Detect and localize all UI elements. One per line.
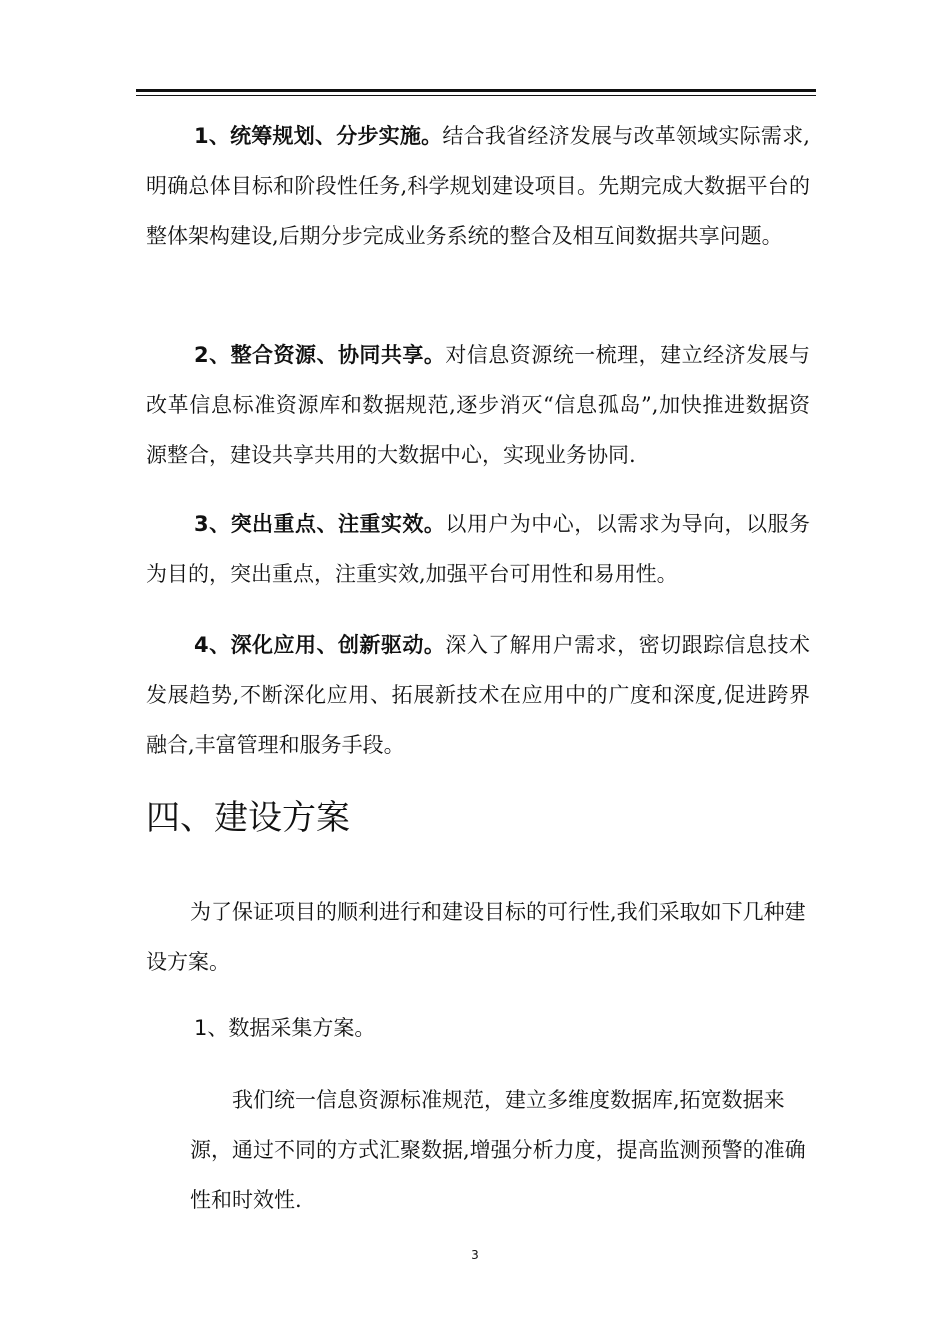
principle-paragraph-1 (146, 111, 810, 261)
principle-lead-2: 2、整合资源、协同共享。 (194, 343, 446, 367)
principle-body-1: 结合我省经济发展与改革领域实际需求,明确总体目标和阶段性任务,科学规划建设项目。先期完成大数据平台的整体架构建设,后期分步完成业务系统的整合及相互间数据共享问题。 (146, 124, 810, 248)
section-heading: 四、建设方案 (146, 798, 350, 838)
section-intro: 为了保证项目的顺利进行和建设目标的可行性,我们采取如下几种建设方案。 (146, 900, 806, 974)
principle-body-2: 对信息资源统一梳理，建立经济发展与改革信息标准资源库和数据规范,逐步消灭“信息孤岛”,加快推进数据资源整合，建设共享共用的大数据中心，实现业务协同. (146, 343, 810, 467)
principle-body-3: 以用户为中心，以需求为导向，以服务为目的，突出重点，注重实效,加强平台可用性和易用性。 (146, 512, 810, 586)
principle-paragraph-3 (146, 499, 810, 599)
principle-paragraph-2 (146, 330, 810, 480)
header-rule-secondary (136, 95, 816, 96)
principle-lead-1: 1、统筹规划、分步实施。 (194, 124, 443, 148)
principle-lead-3: 3、突出重点、注重实效。 (194, 512, 446, 536)
principle-paragraph-4 (146, 620, 810, 770)
principle-lead-4: 4、深化应用、创新驱动。 (194, 633, 446, 657)
page-number: 3 (471, 1248, 479, 1262)
header-rule (136, 89, 816, 92)
subsection-body: 我们统一信息资源标准规范，建立多维度数据库,拓宽数据来源，通过不同的方式汇聚数据,增强分析力度，提高监测预警的准确性和时效性. (190, 1088, 806, 1212)
principle-body-4: 深入了解用户需求，密切跟踪信息技术发展趋势,不断深化应用、拓展新技术在应用中的广度和深度,促进跨界融合,丰富管理和服务手段。 (146, 633, 810, 757)
subsection-heading: 1、数据采集方案。 (194, 1016, 376, 1040)
